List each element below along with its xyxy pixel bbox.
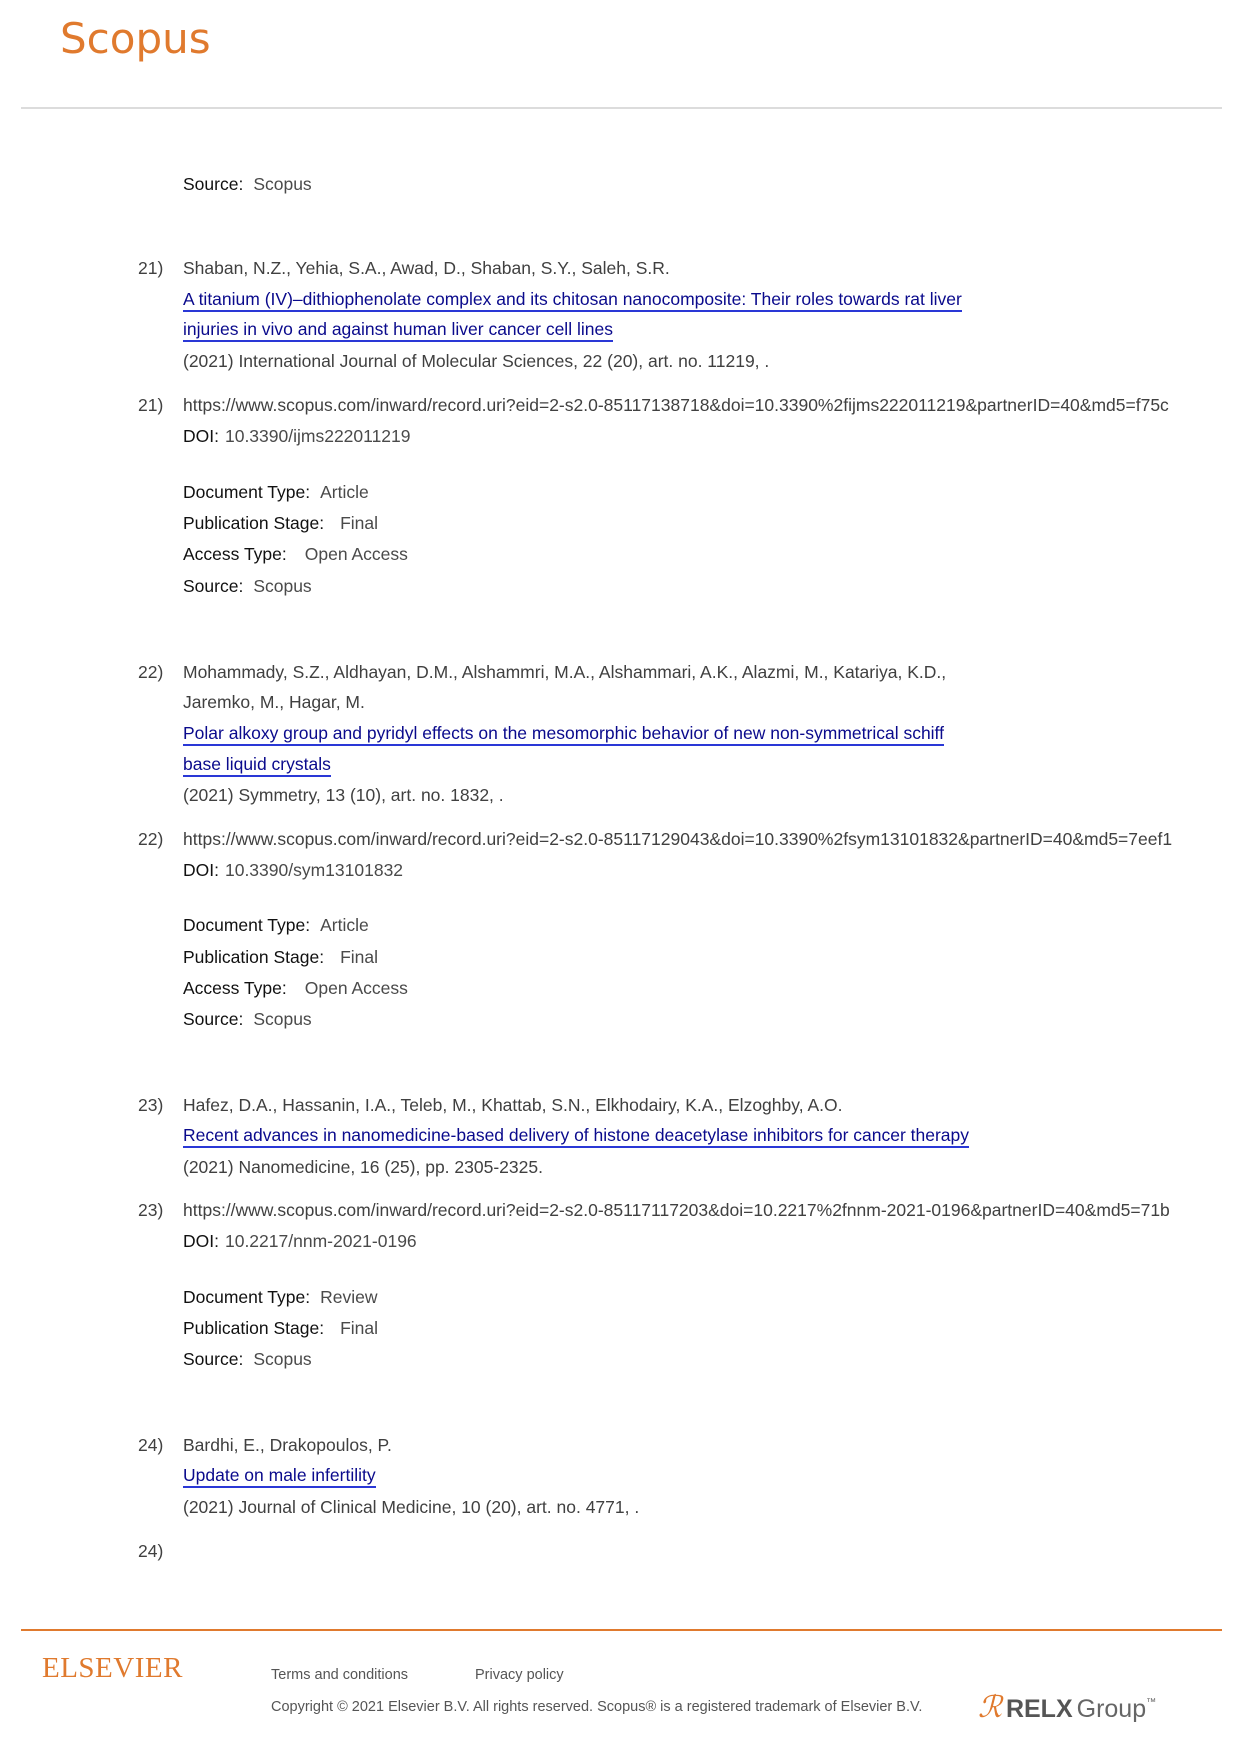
doi-value: 10.3390/sym13101832 xyxy=(224,860,404,880)
field-row xyxy=(183,173,312,195)
field-value: Open Access xyxy=(304,978,408,998)
entry-url-number: 23) xyxy=(138,1200,164,1220)
field-row xyxy=(183,1348,312,1370)
entry-title-link[interactable]: Update on male infertility xyxy=(183,1465,376,1488)
entry-title-link[interactable]: base liquid crystals xyxy=(183,754,331,777)
field-value: Scopus xyxy=(253,576,312,596)
field-label: Publication Stage: xyxy=(183,513,325,533)
footer-divider xyxy=(21,1629,1222,1631)
field-row xyxy=(183,946,378,968)
field-row xyxy=(183,914,369,936)
field-value: Scopus xyxy=(253,1349,312,1369)
field-row xyxy=(183,1317,378,1339)
scopus-logo: Scopus xyxy=(60,14,211,63)
entry-citation: (2021) Nanomedicine, 16 (25), pp. 2305-2325. xyxy=(183,1157,543,1177)
doi-label: DOI: xyxy=(183,860,219,880)
entry-url[interactable]: https://www.scopus.com/inward/record.uri?eid=2-s2.0-85117138718&doi=10.3390%2fijms222011219&partnerID=40&md5=f75c xyxy=(183,395,1169,415)
entry-number: 22) xyxy=(138,662,164,682)
field-label: Source: xyxy=(183,174,244,194)
doi-label: DOI: xyxy=(183,426,219,446)
field-row xyxy=(183,1286,378,1308)
entry-title-link[interactable]: Recent advances in nanomedicine-based delivery of histone deacetylase inhibitors for cancer therapy xyxy=(183,1125,969,1148)
field-row xyxy=(183,512,378,534)
field-label: Document Type: xyxy=(183,482,311,502)
entry-authors: Jaremko, M., Hagar, M. xyxy=(183,692,365,712)
doi-value: 10.2217/nnm-2021-0196 xyxy=(224,1231,417,1251)
relx-group-logo xyxy=(978,1690,1156,1725)
entry-citation: (2021) Journal of Clinical Medicine, 10 (20), art. no. 4771, . xyxy=(183,1497,640,1517)
field-label: Document Type: xyxy=(183,1287,311,1307)
field-label: Access Type: xyxy=(183,978,287,998)
field-label: Publication Stage: xyxy=(183,1318,325,1338)
relx-mark-icon: ℛ xyxy=(978,1691,1002,1724)
field-label: Source: xyxy=(183,1009,244,1029)
field-value: Scopus xyxy=(253,174,312,194)
relx-wordmark-light: Group xyxy=(1076,1695,1147,1723)
field-value: Final xyxy=(340,1318,379,1338)
trademark-symbol: ™ xyxy=(1146,1697,1157,1708)
terms-link[interactable]: Terms and conditions xyxy=(271,1667,409,1683)
doi-label: DOI: xyxy=(183,1231,219,1251)
field-row xyxy=(183,481,369,503)
header-divider xyxy=(21,107,1222,109)
field-value: Final xyxy=(340,513,379,533)
field-label: Publication Stage: xyxy=(183,947,325,967)
entry-citation: (2021) International Journal of Molecular Sciences, 22 (20), art. no. 11219, . xyxy=(183,351,770,371)
entry-authors: Bardhi, E., Drakopoulos, P. xyxy=(183,1435,392,1455)
field-label: Access Type: xyxy=(183,544,287,564)
entry-title-link[interactable]: A titanium (IV)–dithiophenolate complex and its chitosan nanocomposite: Their roles towards rat liver xyxy=(183,289,962,312)
field-row xyxy=(183,575,312,597)
entry-doi xyxy=(183,425,411,447)
copyright-text: Copyright © 2021 Elsevier B.V. All rights reserved. Scopus® is a registered trademark of Elsevier B.V. xyxy=(271,1699,923,1715)
elsevier-logo: ELSEVIER xyxy=(42,1652,183,1684)
entry-url-number: 24) xyxy=(138,1541,164,1561)
entry-title-link[interactable]: injuries in vivo and against human liver cancer cell lines xyxy=(183,319,613,342)
field-value: Final xyxy=(340,947,379,967)
field-label: Document Type: xyxy=(183,915,311,935)
entry-title-link[interactable]: Polar alkoxy group and pyridyl effects on the mesomorphic behavior of new non-symmetrical schiff xyxy=(183,723,944,746)
entry-number: 24) xyxy=(138,1435,164,1455)
field-value: Article xyxy=(320,482,369,502)
entry-url-number: 22) xyxy=(138,829,164,849)
entry-authors: Mohammady, S.Z., Aldhayan, D.M., Alshammri, M.A., Alshammari, A.K., Alazmi, M., Katariya, K.D., xyxy=(183,662,947,682)
field-row xyxy=(183,543,408,565)
field-label: Source: xyxy=(183,1349,244,1369)
entry-number: 21) xyxy=(138,258,164,278)
entry-number: 23) xyxy=(138,1095,164,1115)
field-value: Review xyxy=(320,1287,378,1307)
field-value: Scopus xyxy=(253,1009,312,1029)
privacy-link[interactable]: Privacy policy xyxy=(475,1667,564,1683)
entry-authors: Shaban, N.Z., Yehia, S.A., Awad, D., Shaban, S.Y., Saleh, S.R. xyxy=(183,258,670,278)
entry-doi xyxy=(183,859,403,881)
entry-url[interactable]: https://www.scopus.com/inward/record.uri?eid=2-s2.0-85117117203&doi=10.2217%2fnnm-2021-0196&partnerID=40&md5=71b xyxy=(183,1200,1170,1220)
relx-wordmark-bold: RELX xyxy=(1005,1695,1073,1723)
entry-authors: Hafez, D.A., Hassanin, I.A., Teleb, M., Khattab, S.N., Elkhodairy, K.A., Elzoghby, A.O. xyxy=(183,1095,843,1115)
doi-value: 10.3390/ijms222011219 xyxy=(224,426,411,446)
field-row xyxy=(183,977,408,999)
field-row xyxy=(183,1008,312,1030)
entry-url[interactable]: https://www.scopus.com/inward/record.uri?eid=2-s2.0-85117129043&doi=10.3390%2fsym13101832&partnerID=40&md5=7eef1 xyxy=(183,829,1173,849)
entry-citation: (2021) Symmetry, 13 (10), art. no. 1832, . xyxy=(183,785,504,805)
field-value: Open Access xyxy=(304,544,408,564)
field-label: Source: xyxy=(183,576,244,596)
field-value: Article xyxy=(320,915,369,935)
entry-url-number: 21) xyxy=(138,395,164,415)
entry-doi xyxy=(183,1230,417,1252)
